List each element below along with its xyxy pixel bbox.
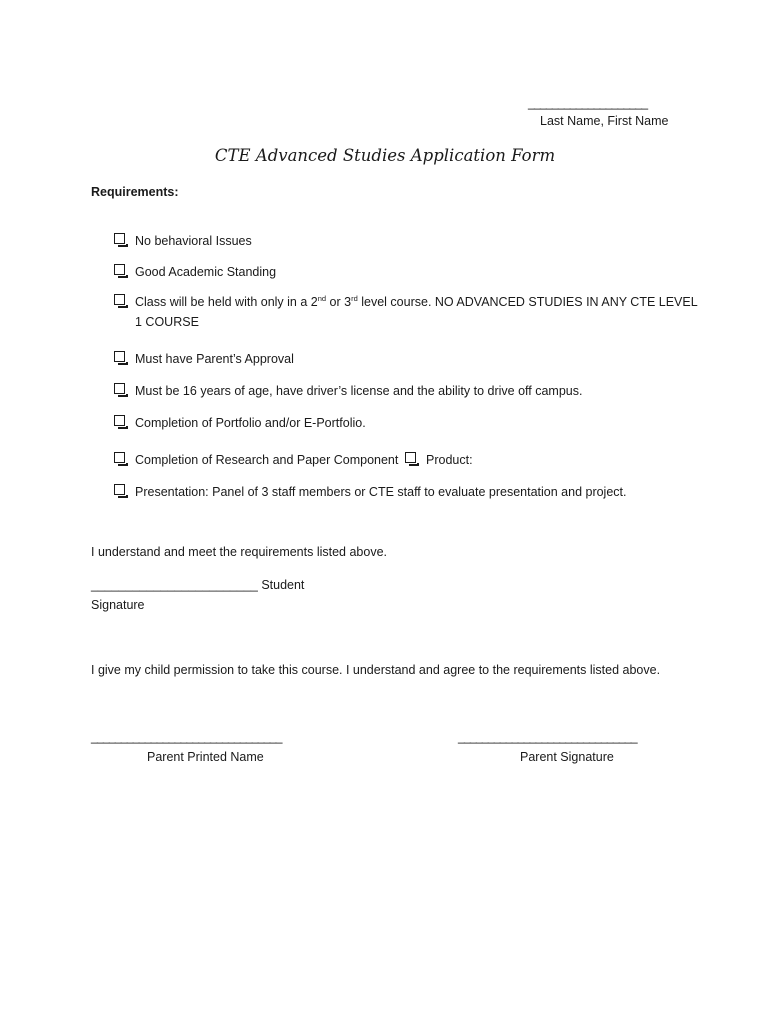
checkbox-icon-presentation[interactable] xyxy=(114,484,125,495)
requirement-research-paper: Completion of Research and Paper Component xyxy=(135,453,399,467)
checkbox-icon-age-license[interactable] xyxy=(114,383,125,394)
requirements-heading: Requirements: xyxy=(91,185,179,199)
parent-printed-name-label: Parent Printed Name xyxy=(147,750,264,764)
requirement-presentation: Presentation: Panel of 3 staff members or CTE staff to evaluate presentation and project. xyxy=(135,485,627,499)
course-level-text-a: Class will be held with only in a 2 xyxy=(135,295,318,309)
course-level-text-c: level course. NO ADVANCED STUDIES IN ANY CTE LEVEL xyxy=(357,295,698,309)
checkbox-icon-parent-approval[interactable] xyxy=(114,351,125,362)
checkbox-icon-research-paper[interactable] xyxy=(114,452,125,463)
requirement-age-license: Must be 16 years of age, have driver’s license and the ability to drive off campus. xyxy=(135,384,583,398)
requirement-no-behavioral-issues: No behavioral Issues xyxy=(135,234,252,248)
checkbox-icon-course-level[interactable] xyxy=(114,294,125,305)
parent-permission-statement: I give my child permission to take this course. I understand and agree to the requirements listed above. xyxy=(91,663,661,677)
student-signature-line[interactable]: ________________________ Student xyxy=(91,578,305,592)
parent-printed-name-line[interactable]: ________________________________ xyxy=(91,730,282,744)
parent-signature-line[interactable]: ______________________________ xyxy=(458,730,637,744)
checkbox-icon-academic-standing[interactable] xyxy=(114,264,125,275)
requirement-course-level-line2: 1 COURSE xyxy=(135,315,199,329)
name-label: Last Name, First Name xyxy=(540,114,669,128)
course-level-text-b: or 3 xyxy=(326,295,352,309)
requirement-course-level xyxy=(135,295,698,309)
parent-signature-label: Parent Signature xyxy=(520,750,614,764)
superscript-rd: rd xyxy=(351,294,358,303)
requirement-portfolio: Completion of Portfolio and/or E-Portfolio. xyxy=(135,416,366,430)
student-signature-label: Signature xyxy=(91,598,145,612)
name-signature-line[interactable]: ____________________ xyxy=(528,96,648,110)
superscript-nd: nd xyxy=(317,294,327,303)
requirement-parent-approval: Must have Parent’s Approval xyxy=(135,352,294,366)
page-title: CTE Advanced Studies Application Form xyxy=(214,146,556,165)
requirement-academic-standing: Good Academic Standing xyxy=(135,265,277,279)
checkbox-icon-portfolio[interactable] xyxy=(114,415,125,426)
checkbox-icon-no-behavioral-issues[interactable] xyxy=(114,233,125,244)
student-statement: I understand and meet the requirements listed above. xyxy=(91,545,388,559)
checkbox-icon-product[interactable] xyxy=(405,452,416,463)
requirement-product: Product: xyxy=(426,453,473,467)
